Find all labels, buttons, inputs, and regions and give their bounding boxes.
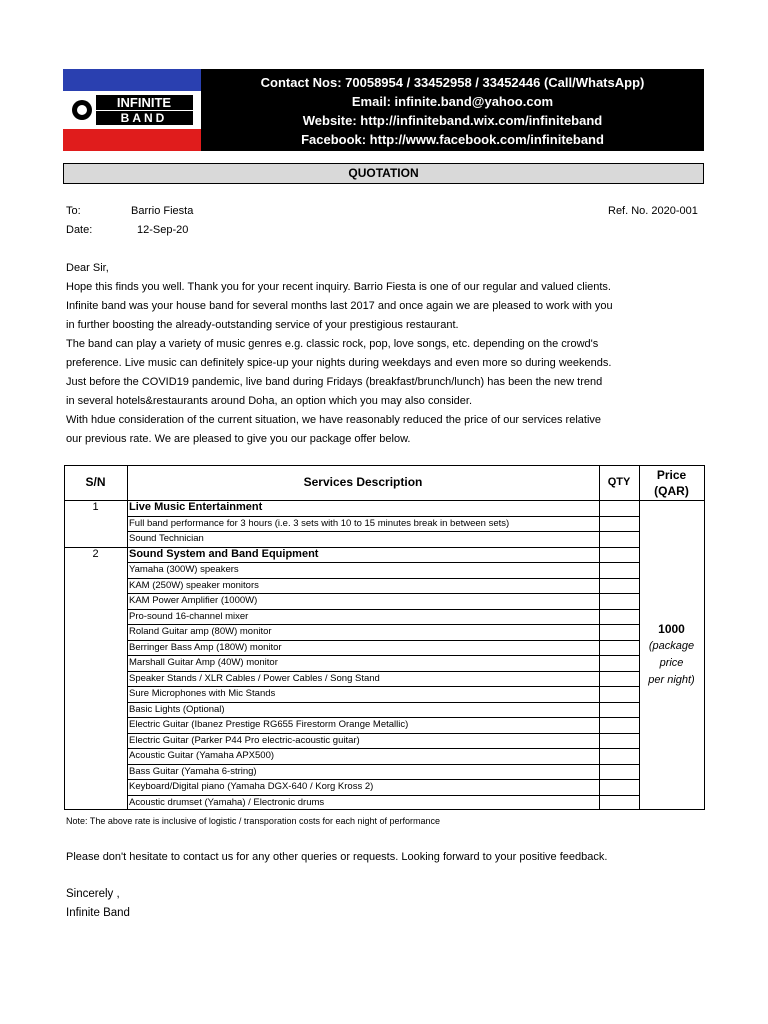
body-line: With hdue consideration of the current situation, we have reasonably reduced the price of our services relative [66, 414, 602, 426]
table-row-description: Keyboard/Digital piano (Yamaha DGX-640 / Korg Kross 2) [129, 781, 374, 792]
table-row-description: Acoustic drumset (Yamaha) / Electronic drums [129, 796, 325, 808]
price-value: 1000 [658, 622, 685, 636]
contact-facebook: Facebook: http://www.facebook.com/infiniteband [301, 132, 604, 147]
table-row-description: Basic Lights (Optional) [129, 703, 225, 715]
signature: Infinite Band [66, 907, 130, 919]
row-divider [127, 733, 639, 734]
table-row-description: KAM Power Amplifier (1000W) [129, 595, 258, 606]
table-row-description: Berringer Bass Amp (180W) monitor [129, 641, 282, 653]
body-line: The band can play a variety of music genres e.g. classic rock, pop, love songs, etc. depending on the crowd's [66, 338, 599, 350]
table-row-description: Acoustic Guitar (Yamaha APX500) [129, 750, 275, 761]
row-divider [127, 578, 639, 579]
table-row-description: Speaker Stands / XLR Cables / Power Cables / Song Stand [129, 672, 380, 684]
body-line: in several hotels&restaurants around Doha, an option which you may also consider. [66, 395, 473, 407]
table-row-description: Sound Technician [129, 533, 204, 544]
row-divider [127, 795, 639, 796]
header-description: Services Description [303, 475, 423, 489]
body-text [66, 278, 613, 449]
price-note: (package [648, 640, 695, 652]
row-divider [127, 655, 639, 656]
table-row-description: Marshall Guitar Amp (40W) monitor [129, 657, 278, 668]
services-table [64, 465, 705, 810]
svg-text:INFINITE: INFINITE [116, 95, 172, 110]
salutation: Dear Sir, [66, 262, 109, 274]
row-divider [127, 640, 639, 641]
date-label: Date: [66, 224, 93, 236]
table-row-description: Bass Guitar (Yamaha 6-string) [129, 765, 257, 777]
row-divider [127, 609, 639, 610]
row-divider [127, 531, 639, 532]
price-cell [639, 620, 704, 689]
table-row-description: Sound System and Band Equipment [129, 547, 319, 560]
table-row-sn: 1 [92, 501, 99, 513]
closing-text: Please don't hesitate to contact us for any other queries or requests. Looking forward to your positive feedback. [66, 851, 608, 863]
row-divider [127, 516, 639, 517]
row-divider [127, 686, 639, 687]
table-row-description: Full band performance for 3 hours (i.e. 3 sets with 10 to 15 minutes break in between sets) [129, 517, 510, 529]
table-row-description: Yamaha (300W) speakers [129, 564, 239, 575]
row-divider [127, 562, 639, 563]
row-divider [127, 748, 639, 749]
body-line: in further boosting the already-outstanding service of your prestigious restaurant. [66, 319, 459, 331]
body-line: Hope this finds you well. Thank you for your recent inquiry. Barrio Fiesta is one of our regular and valued clients. [66, 281, 611, 293]
contact-email: Email: infinite.band@yahoo.com [351, 94, 554, 109]
rate-note: Note: The above rate is inclusive of logistic / transporation costs for each night of performance [66, 816, 441, 826]
row-divider [127, 764, 639, 765]
contact-phones: Contact Nos: 70058954 / 33452958 / 33452446 (Call/WhatsApp) [260, 75, 645, 90]
header-sn: S/N [85, 475, 106, 489]
row-divider [127, 671, 639, 672]
reference-number: Ref. No. 2020-001 [608, 205, 698, 217]
header-price: Price (QAR) [654, 468, 689, 498]
header-qty: QTY [607, 476, 631, 488]
table-row-description: Live Music Entertainment [129, 501, 263, 513]
table-row-description: Sure Microphones with Mic Stands [129, 688, 276, 699]
to-value: Barrio Fiesta [131, 205, 194, 217]
body-line: Infinite band was your house band for several months last 2017 and once again we are pleased to work with you [66, 300, 613, 312]
price-note: price [659, 657, 684, 669]
table-row-description: Roland Guitar amp (80W) monitor [129, 626, 272, 637]
body-line: preference. Live music can definitely spice-up your nights during weekdays and even more so during weekends. [66, 357, 612, 369]
logo-flag [63, 69, 201, 151]
row-divider [64, 547, 127, 548]
body-line: Just before the COVID19 pandemic, live band during Fridays (breakfast/brunch/lunch) has been the new trend [66, 376, 603, 388]
contact-website: Website: http://infiniteband.wix.com/infiniteband [302, 113, 603, 128]
date-value: 12-Sep-20 [137, 224, 189, 236]
quotation-title: QUOTATION [63, 163, 704, 184]
table-row-description: Pro-sound 16-channel mixer [129, 610, 249, 622]
signoff: Sincerely , [66, 888, 120, 900]
table-row-description: KAM (250W) speaker monitors [129, 579, 259, 591]
price-note: per night) [648, 674, 695, 686]
row-divider [127, 779, 639, 780]
svg-text:BAND: BAND [120, 111, 168, 125]
contact-info [201, 69, 704, 151]
row-divider [127, 717, 639, 718]
body-line: our previous rate. We are pleased to give you our package offer below. [66, 433, 411, 445]
infinite-band-logo [69, 94, 195, 126]
table-row-description: Electric Guitar (Parker P44 Pro electric-acoustic guitar) [129, 734, 360, 746]
table-row-description: Electric Guitar (Ibanez Prestige RG655 Firestorm Orange Metallic) [129, 719, 409, 730]
row-divider [127, 624, 639, 625]
row-divider [127, 593, 639, 594]
row-divider [127, 702, 639, 703]
table-row-sn: 2 [92, 547, 99, 560]
to-label: To: [66, 205, 81, 217]
row-divider [127, 547, 639, 548]
